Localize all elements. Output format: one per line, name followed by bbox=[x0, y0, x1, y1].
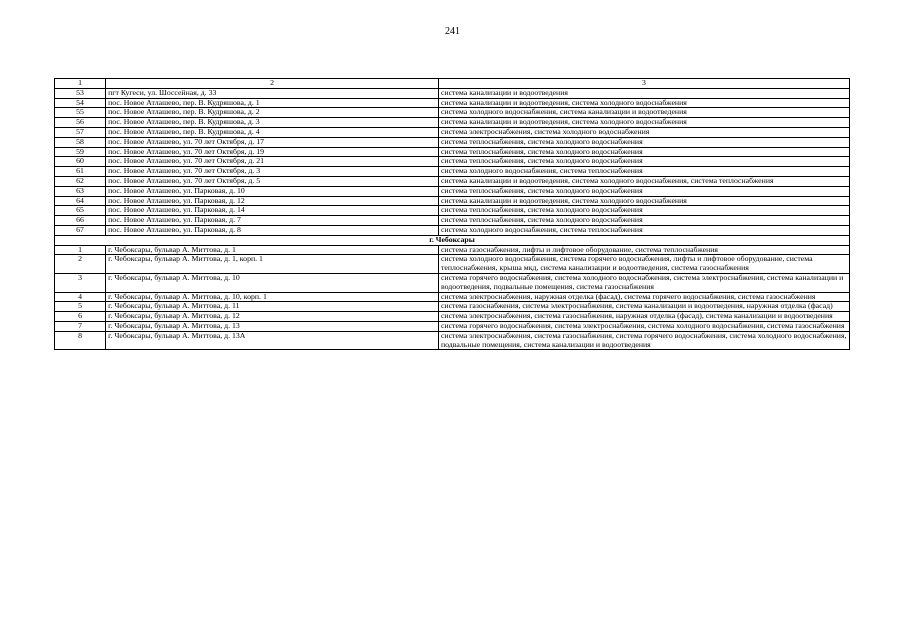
table-row bbox=[55, 88, 850, 98]
row-number: 65 bbox=[55, 206, 106, 216]
table-row bbox=[55, 137, 850, 147]
row-address: пос. Новое Атлашево, ул. Парковая, д. 8 bbox=[106, 225, 439, 235]
row-number: 66 bbox=[55, 216, 106, 226]
row-number: 1 bbox=[55, 245, 106, 255]
row-systems: система теплоснабжения, система холодного водоснабжения bbox=[438, 157, 849, 167]
section-row bbox=[55, 235, 850, 245]
row-systems: система газоснабжения, система электроснабжения, система канализации и водоотведения, наружная отделка (фасад) bbox=[438, 302, 849, 312]
table-row bbox=[55, 176, 850, 186]
row-systems: система электроснабжения, система газоснабжения, система горячего водоснабжения, система холодного водоснабжения, подвальные помещения, система канализации и водоотведения bbox=[438, 331, 849, 350]
row-number: 6 bbox=[55, 312, 106, 322]
row-address: г. Чебоксары, бульвар А. Миттова, д. 1 bbox=[106, 245, 439, 255]
row-address: пос. Новое Атлашево, ул. Парковая, д. 14 bbox=[106, 206, 439, 216]
row-number: 54 bbox=[55, 98, 106, 108]
row-address: пгт Кугеси, ул. Шоссейная, д. 33 bbox=[106, 88, 439, 98]
row-systems: система холодного водоснабжения, система теплоснабжения bbox=[438, 167, 849, 177]
row-address: г. Чебоксары, бульвар А. Миттова, д. 1, корп. 1 bbox=[106, 255, 439, 274]
row-address: пос. Новое Атлашево, ул. Парковая, д. 12 bbox=[106, 196, 439, 206]
row-number: 64 bbox=[55, 196, 106, 206]
row-systems: система холодного водоснабжения, система горячего водоснабжения, лифты и лифтовое оборудование, система теплоснабжения, крыша мкд, система канализации и водоотведения, система газоснабжения bbox=[438, 255, 849, 274]
header-col-3: 3 bbox=[438, 79, 849, 89]
row-address: г. Чебоксары, бульвар А. Миттова, д. 12 bbox=[106, 312, 439, 322]
row-address: г. Чебоксары, бульвар А. Миттова, д. 13А bbox=[106, 331, 439, 350]
table-header-row bbox=[55, 79, 850, 89]
table-row bbox=[55, 321, 850, 331]
row-address: пос. Новое Атлашево, ул. 70 лет Октября, д. 3 bbox=[106, 167, 439, 177]
row-address: пос. Новое Атлашево, пер. В. Кудряшова, д. 1 bbox=[106, 98, 439, 108]
row-number: 3 bbox=[55, 273, 106, 292]
row-systems: система электроснабжения, наружная отделка (фасад), система горячего водоснабжения, система газоснабжения bbox=[438, 292, 849, 302]
row-systems: система холодного водоснабжения, система теплоснабжения bbox=[438, 225, 849, 235]
row-number: 59 bbox=[55, 147, 106, 157]
row-address: пос. Новое Атлашево, пер. В. Кудряшова, д. 2 bbox=[106, 108, 439, 118]
row-address: г. Чебоксары, бульвар А. Миттова, д. 10, корп. 1 bbox=[106, 292, 439, 302]
row-address: г. Чебоксары, бульвар А. Миттова, д. 10 bbox=[106, 273, 439, 292]
row-address: пос. Новое Атлашево, ул. 70 лет Октября, д. 5 bbox=[106, 176, 439, 186]
row-systems: система электроснабжения, система холодного водоснабжения bbox=[438, 127, 849, 137]
row-systems: система теплоснабжения, система холодного водоснабжения bbox=[438, 186, 849, 196]
row-systems: система канализации и водоотведения, система холодного водоснабжения bbox=[438, 118, 849, 128]
table-row bbox=[55, 216, 850, 226]
row-number: 63 bbox=[55, 186, 106, 196]
header-col-1: 1 bbox=[55, 79, 106, 89]
row-systems: система канализации и водоотведения, система холодного водоснабжения, система теплоснабжения bbox=[438, 176, 849, 186]
row-number: 53 bbox=[55, 88, 106, 98]
table-row bbox=[55, 127, 850, 137]
row-number: 7 bbox=[55, 321, 106, 331]
row-address: пос. Новое Атлашево, ул. Парковая, д. 7 bbox=[106, 216, 439, 226]
table-row bbox=[55, 331, 850, 350]
row-number: 61 bbox=[55, 167, 106, 177]
registry-table bbox=[54, 78, 850, 350]
row-number: 2 bbox=[55, 255, 106, 274]
row-systems: система холодного водоснабжения, система канализации и водоотведения bbox=[438, 108, 849, 118]
row-address: пос. Новое Атлашево, пер. В. Кудряшова, д. 3 bbox=[106, 118, 439, 128]
table-row bbox=[55, 273, 850, 292]
row-systems: система теплоснабжения, система холодного водоснабжения bbox=[438, 216, 849, 226]
row-number: 57 bbox=[55, 127, 106, 137]
row-address: пос. Новое Атлашево, ул. 70 лет Октября, д. 21 bbox=[106, 157, 439, 167]
row-systems: система горячего водоснабжения, система электроснабжения, система холодного водоснабжения, система газоснабжения bbox=[438, 321, 849, 331]
row-number: 4 bbox=[55, 292, 106, 302]
section-title: г. Чебоксары bbox=[55, 235, 850, 245]
row-systems: система теплоснабжения, система холодного водоснабжения bbox=[438, 206, 849, 216]
row-systems: система теплоснабжения, система холодного водоснабжения bbox=[438, 137, 849, 147]
row-number: 5 bbox=[55, 302, 106, 312]
row-systems: система теплоснабжения, система холодного водоснабжения bbox=[438, 147, 849, 157]
row-number: 62 bbox=[55, 176, 106, 186]
table-row bbox=[55, 312, 850, 322]
row-address: пос. Новое Атлашево, ул. 70 лет Октября, д. 17 bbox=[106, 137, 439, 147]
row-systems: система канализации и водоотведения, система холодного водоснабжения bbox=[438, 196, 849, 206]
table-row bbox=[55, 118, 850, 128]
row-number: 67 bbox=[55, 225, 106, 235]
row-number: 58 bbox=[55, 137, 106, 147]
row-address: г. Чебоксары, бульвар А. Миттова, д. 13 bbox=[106, 321, 439, 331]
table-row bbox=[55, 186, 850, 196]
row-address: г. Чебоксары, бульвар А. Миттова, д. 11 bbox=[106, 302, 439, 312]
row-systems: система газоснабжения, лифты и лифтовое оборудование, система теплоснабжения bbox=[438, 245, 849, 255]
header-col-2: 2 bbox=[106, 79, 439, 89]
table-row bbox=[55, 255, 850, 274]
row-systems: система канализации и водоотведения, система холодного водоснабжения bbox=[438, 98, 849, 108]
row-number: 56 bbox=[55, 118, 106, 128]
row-address: пос. Новое Атлашево, пер. В. Кудряшова, д. 4 bbox=[106, 127, 439, 137]
table-row bbox=[55, 225, 850, 235]
table-row bbox=[55, 167, 850, 177]
row-number: 8 bbox=[55, 331, 106, 350]
row-address: пос. Новое Атлашево, ул. 70 лет Октября, д. 19 bbox=[106, 147, 439, 157]
row-systems: система канализации и водоотведения bbox=[438, 88, 849, 98]
row-systems: система горячего водоснабжения, система холодного водоснабжения, система электроснабжения, система канализации и водоотведения, подвальные помещения, система газоснабжения bbox=[438, 273, 849, 292]
row-number: 60 bbox=[55, 157, 106, 167]
page-number: 241 bbox=[445, 26, 460, 37]
row-number: 55 bbox=[55, 108, 106, 118]
row-systems: система электроснабжения, система газоснабжения, наружная отделка (фасад), система канализации и водоотведения bbox=[438, 312, 849, 322]
row-address: пос. Новое Атлашево, ул. Парковая, д. 10 bbox=[106, 186, 439, 196]
